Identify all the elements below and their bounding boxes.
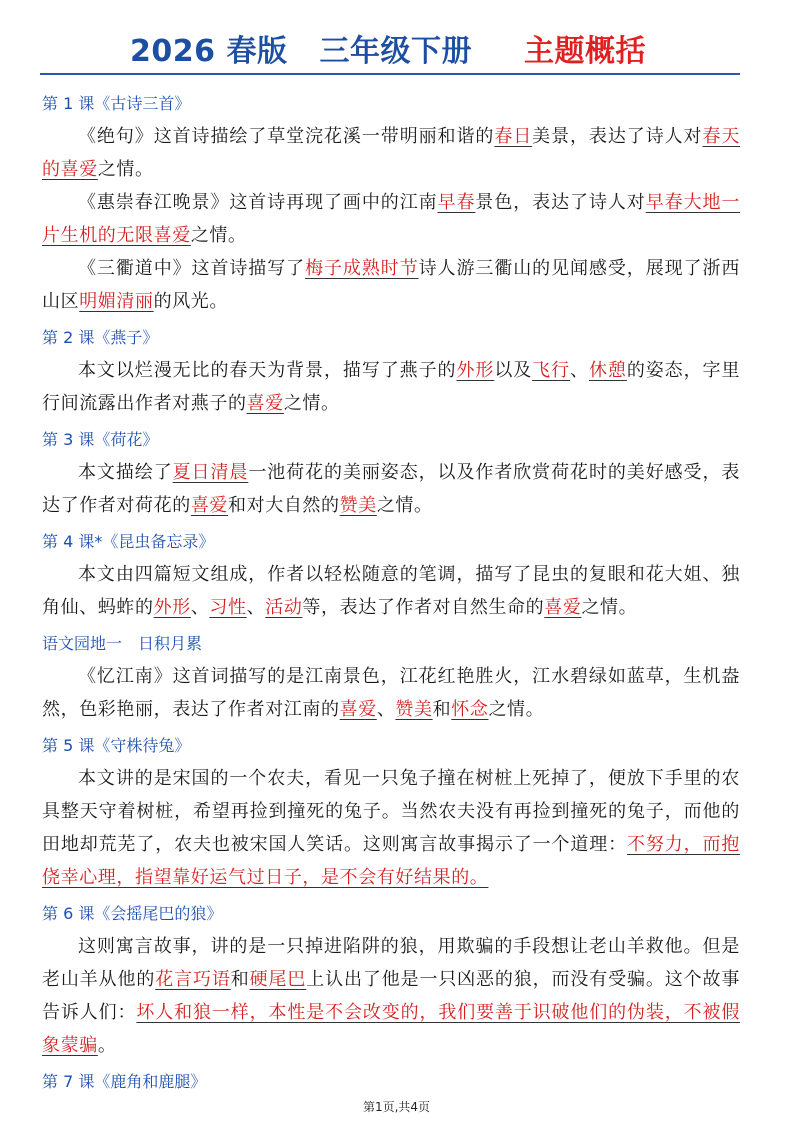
paragraph-text: 、 [246, 597, 266, 618]
key-phrase: 梅子成熟时节 [305, 258, 419, 279]
lesson-heading: 第 4 课*《昆虫备忘录》 [42, 532, 215, 551]
paragraph-text: 等，表达了作者对自然生命的 [302, 597, 545, 618]
lesson-heading: 语文园地一 日积月累 [42, 634, 203, 653]
key-phrase: 喜爱 [190, 495, 229, 516]
paragraph-text: 之情。 [283, 393, 340, 414]
paragraph-text: 本文描绘了 [78, 462, 173, 483]
paragraph-text: 的姿态，字里行间流露出作者对燕子的 [42, 360, 741, 414]
key-phrase: 喜爱 [339, 699, 377, 720]
key-phrase: 赞美 [395, 699, 433, 720]
paragraph-text: 美景，表达了诗人对 [532, 126, 703, 147]
key-phrase: 夏日清晨 [172, 462, 249, 483]
paragraph-text: 、 [570, 360, 589, 381]
paragraph-text: 和 [230, 969, 250, 990]
lesson-summary-paragraph [42, 186, 740, 252]
lesson-heading: 第 6 课《会摇尾巴的狼》 [42, 904, 223, 923]
page-number: 第1页,共4页 [362, 1100, 431, 1114]
paragraph-text: 和对大自然的 [228, 495, 340, 516]
paragraph-text: 《惠崇春江晚景》这首诗再现了画中的江南 [78, 192, 438, 213]
paragraph-text: 之情。 [190, 225, 247, 246]
paragraph-text: 以及 [494, 360, 533, 381]
title-underline [40, 73, 740, 75]
key-phrase: 不努力，而抱侥幸心理，指望靠好运气过日子，是不会有好结果的。 [42, 834, 740, 888]
lesson-list [42, 94, 740, 1098]
lesson-summary-paragraph [42, 762, 740, 894]
lesson-heading: 第 2 课《燕子》 [42, 328, 159, 347]
paragraph-text: 本文由四篇短文组成，作者以轻松随意的笔调，描写了昆虫的复眼和花大姐、独角仙、蚂蚱的 [42, 564, 740, 618]
lesson-summary-paragraph [42, 120, 740, 186]
lesson-summary-paragraph [42, 558, 740, 624]
key-phrase: 春日 [494, 126, 533, 147]
page-title [38, 32, 738, 72]
key-phrase: 活动 [265, 597, 303, 618]
title-edition: 2026 春版 [130, 34, 288, 69]
title-grade: 三年级下册 [319, 34, 472, 69]
title-topic: 主题概括 [523, 34, 646, 69]
lesson-summary-paragraph [42, 660, 740, 726]
paragraph-text: 本文讲的是宋国的一个农夫，看见一只兔子撞在树桩上死掉了，便放下手里的农具整天守着树桩，希望再捡到撞死的兔子。当然农夫没有再捡到撞死的兔子，而他的田地却荒芜了，农夫也被宋国人笑话。这则寓言故事揭示了一个道理： [42, 768, 740, 855]
key-phrase: 坏人和狼一样，本性是不会改变的，我们要善于识破他们的伪装，不被假象蒙骗 [42, 1002, 741, 1056]
paragraph-text: 、 [376, 699, 396, 720]
paragraph-text: 之情。 [488, 699, 545, 720]
key-phrase: 明媚清丽 [79, 291, 154, 312]
lesson-summary-paragraph [42, 354, 740, 420]
paragraph-text: 和 [432, 699, 452, 720]
key-phrase: 春天的喜爱 [42, 126, 741, 180]
paragraph-text: 、 [190, 597, 210, 618]
paragraph-text: 《忆江南》这首词描写的是江南景色，江花红艳胜火，江水碧绿如蓝草，生机盎然，色彩艳丽，表达了作者对江南的 [42, 666, 740, 720]
key-phrase: 早春大地一片生机的无限喜爱 [42, 192, 741, 246]
key-phrase: 赞美 [339, 495, 377, 516]
key-phrase: 早春 [437, 192, 476, 213]
paragraph-text: 上认出了他是一只凶恶的狼，而没有受骗。这个故事告诉人们： [42, 969, 740, 1023]
paragraph-text: 这则寓言故事，讲的是一只掉进陷阱的狼，用欺骗的手段想让老山羊救他。但是老山羊从他的 [42, 936, 740, 990]
paragraph-text: 。 [97, 1035, 117, 1056]
paragraph-text: 的风光。 [153, 291, 229, 312]
paragraph-text: 诗人游三衢山的见闻感受，展现了浙西山区 [42, 258, 740, 312]
key-phrase: 喜爱 [246, 393, 284, 414]
lesson-summary-paragraph [42, 456, 740, 522]
key-phrase: 硬尾巴 [249, 969, 307, 990]
paragraph-text: 之情。 [97, 159, 154, 180]
paragraph-text: 本文以烂漫无比的春天为背景，描写了燕子的 [78, 360, 457, 381]
paragraph-text: 《绝句》这首诗描绘了草堂浣花溪一带明丽和谐的 [78, 126, 495, 147]
lesson-summary-paragraph [42, 930, 740, 1062]
lesson-heading: 第 5 课《守株待兔》 [42, 736, 191, 755]
lesson-heading: 第 3 课《荷花》 [42, 430, 159, 449]
key-phrase: 习性 [209, 597, 247, 618]
lesson-heading: 第 1 课《古诗三首》 [42, 94, 191, 113]
key-phrase: 外形 [456, 360, 495, 381]
paragraph-text: 《三衢道中》这首诗描写了 [78, 258, 306, 279]
paragraph-text: 之情。 [581, 597, 638, 618]
key-phrase: 外形 [153, 597, 191, 618]
paragraph-text: 一池荷花的美丽姿态，以及作者欣赏荷花时的美好感受，表达了作者对荷花的 [42, 462, 741, 516]
key-phrase: 花言巧语 [155, 969, 231, 990]
lesson-heading: 第 7 课《鹿角和鹿腿》 [42, 1072, 207, 1091]
paragraph-text: 景色，表达了诗人对 [475, 192, 646, 213]
key-phrase: 怀念 [451, 699, 489, 720]
key-phrase: 飞行 [532, 360, 571, 381]
lesson-summary-paragraph [42, 252, 740, 318]
paragraph-text: 之情。 [376, 495, 433, 516]
key-phrase: 喜爱 [544, 597, 582, 618]
key-phrase: 休憩 [588, 360, 627, 381]
